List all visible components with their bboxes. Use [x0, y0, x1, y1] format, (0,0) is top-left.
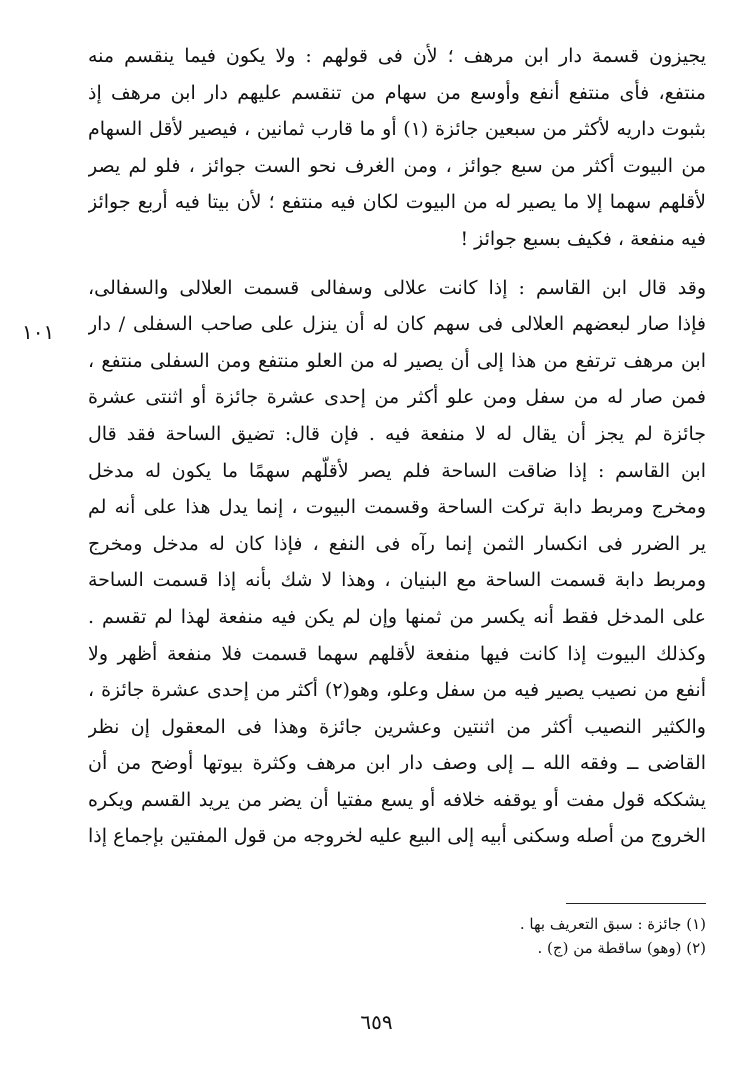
text-line: فإذا صار لبعضهم العلالى فى سهم كان له أن ينزل على صاحب السفلى / دار	[88, 313, 706, 336]
text-line: لأقلهم سهما إلا ما يصير له من البيوت لكان فيه منتفع ؛ لأن بيتا فيه أربع جوائز	[88, 191, 706, 214]
text-line: بثبوت داريه لأكثر من سبعين جائزة (١) أو ما قارب ثمانين ، فيصير لأقل السهام	[88, 118, 706, 141]
text-line: يشككه قول مفت أو يوقفه خلافه أو يسع مفتيا أن يضر من يريد القسم ويكره	[88, 788, 706, 811]
footnote: (٢) (وهو) ساقطة من (ج) .	[537, 939, 706, 957]
text-line: من البيوت أكثر من سبع جوائز ، ومن الغرف نحو الست جوائز ، فلو لم يصر	[88, 154, 706, 177]
footnotes	[300, 912, 706, 960]
text-line: على المدخل فقط أنه يكسر من ثمنها وإن لم يكن فيه منفعة لهذا لم تقسم .	[88, 605, 706, 628]
text-line: ير الضرر فى انكسار الثمن إنما رآه فى النفع ، فإذا كان له مدخل ومخرج	[88, 532, 706, 555]
text-line: ابن مرهف ترتفع من هذا إلى أن يصير له من العلو منتفع ومن السفلى منتفع ،	[88, 349, 706, 372]
body-text	[88, 38, 706, 855]
text-line: يجيزون قسمة دار ابن مرهف ؛ لأن فى قولهم : ولا يكون فيما ينقسم منه	[88, 45, 706, 67]
text-line: فمن صار له من سفل ومن علو أكثر من إحدى عشرة جائزة أو اثنتى عشرة	[88, 386, 706, 409]
text-line: أنفع من نصيب يصير فيه من سفل وعلو، وهو(٢) أكثر من إحدى عشرة جائزة ،	[88, 679, 706, 702]
text-line: ومربط دابة قسمت الساحة مع البنيان ، وهذا لا شك بأنه إذا قسمت الساحة	[88, 569, 706, 592]
manuscript-folio-number: ١٠١	[22, 320, 55, 344]
text-line: الخروج من أصله وسكنى أبيه إلى البيع عليه لخروجه من قول المفتين بإجماع إذا	[88, 825, 706, 848]
text-line: ابن القاسم : إذا ضاقت الساحة فلم يصر لأقلّهم سهمًا ما يكون له مدخل	[88, 459, 706, 482]
footnote-separator	[566, 903, 706, 904]
paragraph-gap	[88, 258, 706, 270]
text-line: منتفع، فأى منتفع أنفع وأوسع من سهام من تنقسم عليهم دار ابن مرهف إذ	[88, 81, 706, 104]
text-line: وكذلك البيوت إذا كانت فيها منفعة لأقلهم سهما قسمت فلا منفعة أظهر ولا	[88, 642, 706, 665]
text-line: فيه منفعة ، فكيف بسبع جوائز !	[460, 227, 706, 250]
text-line: القاضى ــ وفقه الله ــ إلى وصف دار ابن مرهف وكثرة بيوتها أوضح من أن	[88, 752, 706, 775]
text-line: ومخرج ومربط دابة تركت الساحة وقسمت البيوت ، إنما يدل هذا على أنه لم	[88, 496, 706, 519]
page-number: ٦٥٩	[360, 1010, 393, 1034]
text-line: والكثير النصيب أكثر من اثنتين وعشرين جائزة وهذا فى المعقول إن نظر	[88, 715, 706, 738]
text-line: جائزة لم يجز أن يقال له لا منفعة فيه . فإن قال: تضيق الساحة فقد قال	[88, 422, 706, 445]
footnote: (١) جائزة : سبق التعريف بها .	[519, 915, 706, 933]
text-line: وقد قال ابن القاسم : إذا كانت علالى وسفالى قسمت العلالى والسفالى،	[88, 276, 706, 299]
